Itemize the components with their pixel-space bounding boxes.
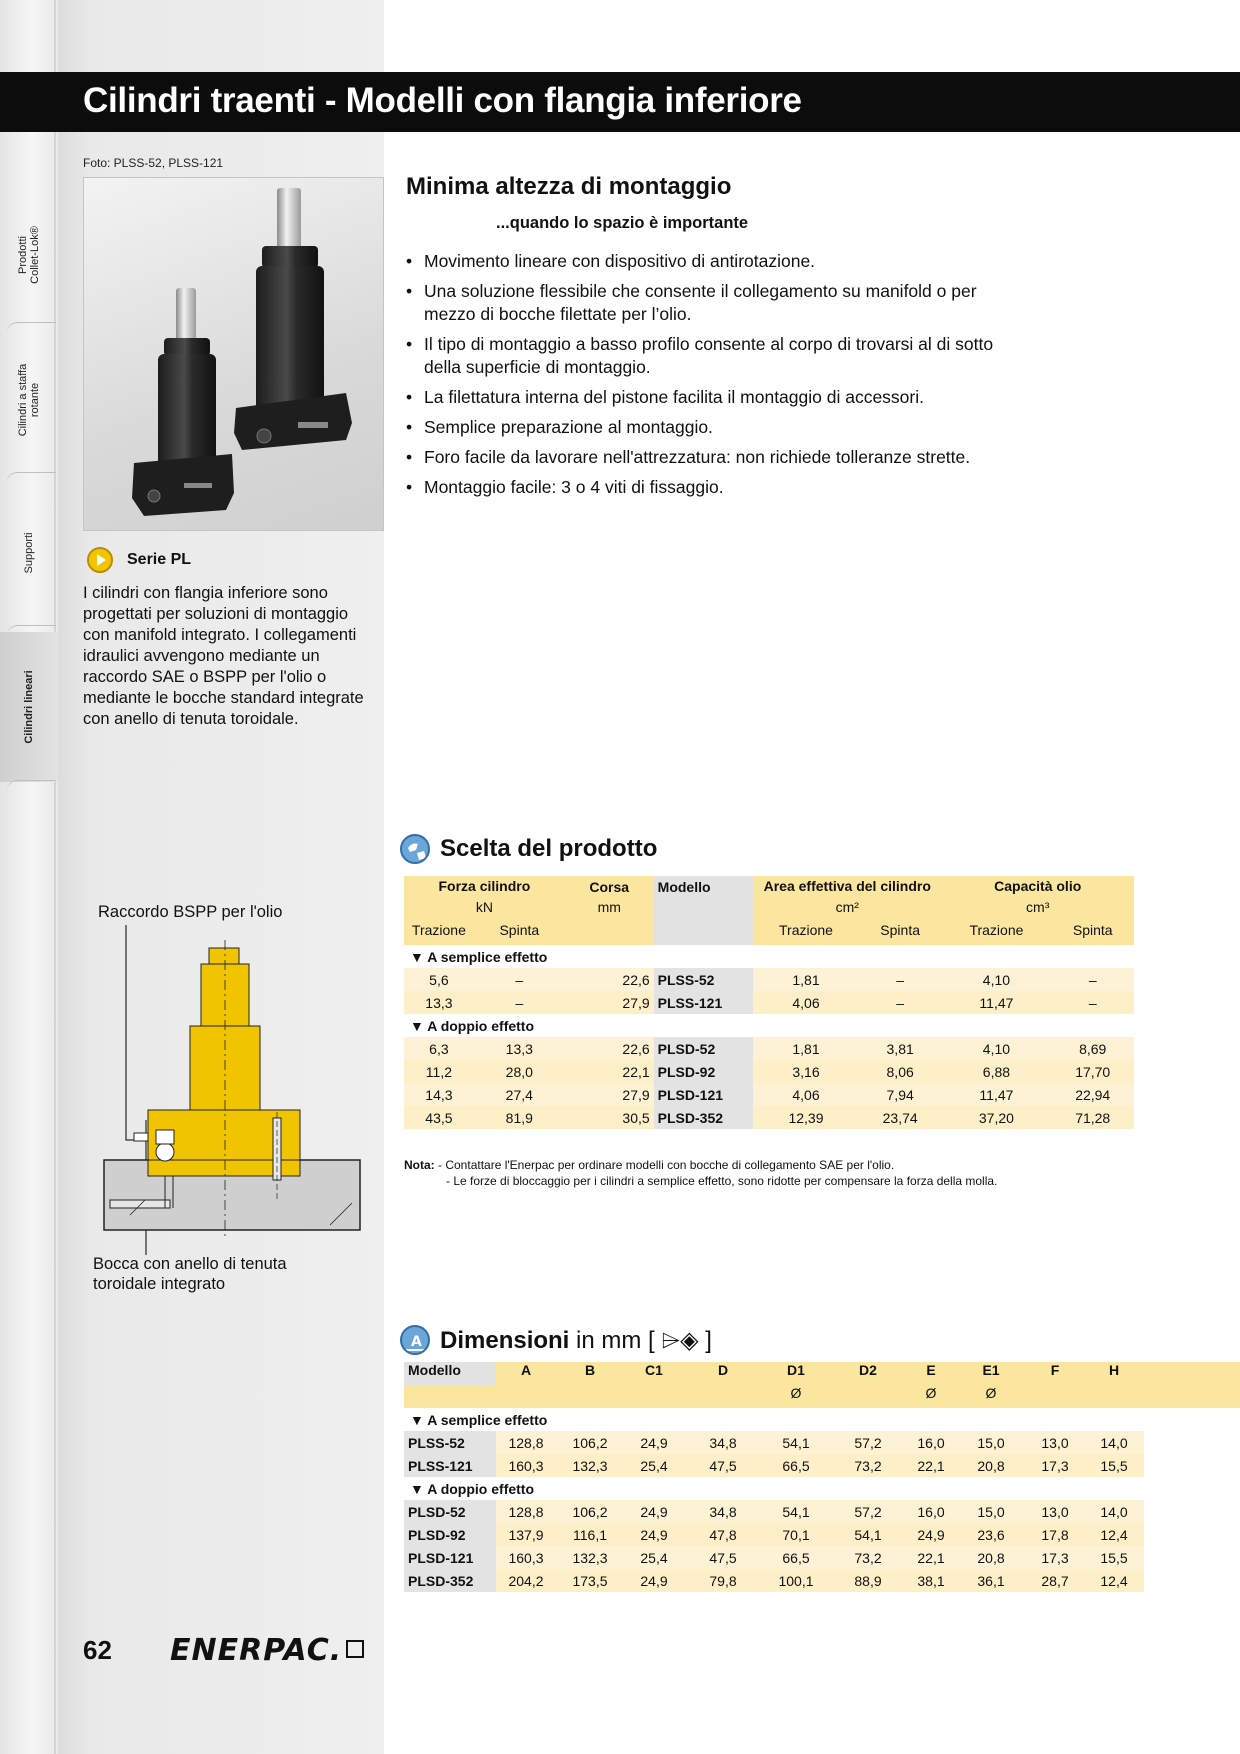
value-cell: 16,0 (906, 1500, 956, 1523)
value-cell: 27,9 (565, 991, 654, 1014)
col-forza: Forza cilindro (404, 876, 565, 899)
dim-col-header: A (496, 1362, 556, 1385)
value-cell: 20,8 (956, 1454, 1026, 1477)
group-row (404, 1477, 1240, 1500)
value-cell: 14,3 (404, 1083, 474, 1106)
value-cell: 22,6 (565, 1037, 654, 1060)
value-cell: 66,5 (762, 1454, 830, 1477)
value-cell: 22,6 (565, 968, 654, 991)
globe-icon (400, 834, 430, 864)
value-cell: 3,16 (753, 1060, 859, 1083)
group-label: ▼ A doppio effetto (404, 1014, 1134, 1037)
value-cell: 11,47 (941, 1083, 1051, 1106)
dim-diameter-cell: Ø (956, 1385, 1026, 1408)
tab-cilindri-staffa[interactable] (0, 330, 58, 470)
model-cell: PLSS-121 (654, 991, 753, 1014)
model-cell: PLSD-352 (654, 1106, 753, 1129)
page-header (0, 72, 1240, 132)
page-number: 62 (83, 1635, 112, 1665)
sub-spinta: Spinta (1051, 922, 1134, 945)
dim-col-header: D1 (762, 1362, 830, 1385)
selection-heading (400, 834, 657, 864)
value-cell: 116,1 (556, 1523, 624, 1546)
dimensions-diameter-row (404, 1385, 1240, 1408)
value-cell: 43,5 (404, 1106, 474, 1129)
value-cell: 57,2 (830, 1431, 906, 1454)
feature-item: • Il tipo di montaggio a basso profilo consente al corpo di trovarsi al di sotto della superficie di montaggio. (406, 333, 1006, 379)
table-row (404, 1546, 1240, 1569)
serie-heading (87, 547, 191, 573)
tab-label: Collet-Lok® (29, 226, 41, 284)
dim-diameter-cell (830, 1385, 906, 1408)
value-cell: 7,94 (859, 1083, 942, 1106)
sub-trazione: Trazione (753, 922, 859, 945)
table-row (404, 1060, 1134, 1083)
value-cell: 28,0 (474, 1060, 565, 1083)
unit-kn: kN (404, 899, 565, 922)
col-modello: Modello (654, 876, 753, 945)
value-cell: 132,3 (556, 1546, 624, 1569)
nota (404, 1157, 997, 1189)
value-cell: 12,4 (1084, 1523, 1144, 1546)
value-cell: 34,8 (684, 1431, 762, 1454)
value-cell: – (859, 991, 942, 1014)
serie-label: Serie PL (127, 551, 192, 568)
value-cell: 22,1 (906, 1546, 956, 1569)
dim-col-header: Modello (404, 1362, 496, 1385)
value-cell: 17,70 (1051, 1060, 1134, 1083)
model-cell: PLSD-92 (654, 1060, 753, 1083)
value-cell: 70,1 (762, 1523, 830, 1546)
model-cell: PLSD-121 (404, 1546, 496, 1569)
value-cell: 36,1 (956, 1569, 1026, 1592)
play-icon (87, 547, 113, 573)
value-cell: 73,2 (830, 1546, 906, 1569)
value-cell: 24,9 (624, 1500, 684, 1523)
nota-line: - Contattare l'Enerpac per ordinare modelli con bocche di collegamento SAE per l'olio. (438, 1158, 895, 1172)
value-cell: 15,0 (956, 1500, 1026, 1523)
group-label: ▼ A doppio effetto (404, 1477, 1144, 1500)
feature-item: • La filettatura interna del pistone facilita il montaggio di accessori. (406, 386, 1006, 409)
logo-mark-icon (346, 1640, 364, 1658)
selection-body (404, 945, 1134, 1129)
value-cell: 13,3 (474, 1037, 565, 1060)
dimensions-unit: in mm [ ⌲◈ ] (569, 1326, 712, 1354)
table-row (404, 1083, 1134, 1106)
value-cell: – (474, 968, 565, 991)
product-photo (83, 177, 384, 531)
dimensions-table (404, 1362, 1240, 1592)
tab-label: Prodotti (17, 236, 29, 274)
value-cell: 12,39 (753, 1106, 859, 1129)
dim-col-header: E (906, 1362, 956, 1385)
intro-title: Minima altezza di montaggio (406, 173, 732, 200)
value-cell: 6,88 (941, 1060, 1051, 1083)
dim-col-header: D2 (830, 1362, 906, 1385)
value-cell: 160,3 (496, 1454, 556, 1477)
value-cell: 54,1 (762, 1431, 830, 1454)
value-cell: 5,6 (404, 968, 474, 991)
value-cell: 106,2 (556, 1431, 624, 1454)
dim-diameter-cell: Ø (762, 1385, 830, 1408)
sub-spinta: Spinta (859, 922, 942, 945)
value-cell: 13,3 (404, 991, 474, 1014)
value-cell: 15,5 (1084, 1546, 1144, 1569)
cross-section-diagram (90, 920, 380, 1260)
dim-diameter-cell (1084, 1385, 1144, 1408)
value-cell: 4,10 (941, 968, 1051, 991)
tab-label: Supporti (23, 532, 35, 573)
intro-subtitle: ...quando lo spazio è importante (496, 214, 749, 232)
value-cell: 1,81 (753, 968, 859, 991)
value-cell: 173,5 (556, 1569, 624, 1592)
dim-col-header: F (1026, 1362, 1084, 1385)
model-cell: PLSD-92 (404, 1523, 496, 1546)
nota-label: Nota: (404, 1158, 435, 1172)
enerpac-logo (170, 1633, 364, 1668)
value-cell: 3,81 (859, 1037, 942, 1060)
table-row (404, 1431, 1240, 1454)
dim-col-filler (1144, 1362, 1240, 1385)
table-row (404, 1106, 1134, 1129)
value-cell: 57,2 (830, 1500, 906, 1523)
value-cell: 54,1 (830, 1523, 906, 1546)
value-cell: 47,8 (684, 1523, 762, 1546)
table-row (404, 1569, 1240, 1592)
value-cell: 13,0 (1026, 1431, 1084, 1454)
sub-trazione: Trazione (941, 922, 1051, 945)
dimensions-title: Dimensioni (440, 1326, 570, 1354)
dimensions-body (404, 1408, 1240, 1592)
col-capacita: Capacità olio (941, 876, 1134, 899)
value-cell: 27,4 (474, 1083, 565, 1106)
unit-mm: mm (565, 899, 654, 922)
value-cell: 23,6 (956, 1523, 1026, 1546)
nota-line: - Le forze di bloccaggio per i cilindri a semplice effetto, sono ridotte per compensare la forza della molla. (446, 1174, 998, 1188)
diagram-label-bspp: Raccordo BSPP per l'olio (98, 903, 283, 921)
value-cell: 13,0 (1026, 1500, 1084, 1523)
tab-label: Cilindri lineari (23, 670, 35, 744)
value-cell: 25,4 (624, 1546, 684, 1569)
model-cell: PLSS-52 (654, 968, 753, 991)
value-cell: 27,9 (565, 1083, 654, 1106)
value-cell: 16,0 (906, 1431, 956, 1454)
value-cell: 15,5 (1084, 1454, 1144, 1477)
dim-diameter-cell (496, 1385, 556, 1408)
page-title: Cilindri traenti - Modelli con flangia inferiore (83, 81, 802, 120)
value-cell: 128,8 (496, 1500, 556, 1523)
selection-table (404, 876, 1134, 1129)
tab-label: rotante (29, 382, 41, 418)
photo-caption: Foto: PLSS-52, PLSS-121 (83, 156, 224, 170)
sub-spinta: Spinta (474, 922, 565, 945)
value-cell: 37,20 (941, 1106, 1051, 1129)
svg-text:A: A (411, 1334, 422, 1350)
value-cell: 24,9 (906, 1523, 956, 1546)
dim-diameter-cell (684, 1385, 762, 1408)
dim-diameter-cell (624, 1385, 684, 1408)
value-cell: 38,1 (906, 1569, 956, 1592)
dim-col-header: B (556, 1362, 624, 1385)
dim-col-header: H (1084, 1362, 1144, 1385)
table-row (404, 1500, 1240, 1523)
value-cell: 15,0 (956, 1431, 1026, 1454)
value-cell: 14,0 (1084, 1500, 1144, 1523)
dim-col-header: C1 (624, 1362, 684, 1385)
serie-description: I cilindri con flangia inferiore sono progettati per soluzioni di montaggio con manifold integrato. I collegamenti idraulici avvengono mediante un raccordo SAE o BSPP per l'olio o mediante le bocche standard integrate con anello di tenuta toroidale. (83, 584, 364, 728)
value-cell: 128,8 (496, 1431, 556, 1454)
value-cell: 23,74 (859, 1106, 942, 1129)
tab-cilindri-lineari[interactable] (0, 632, 58, 782)
tab-collet-lok[interactable] (0, 190, 58, 320)
model-cell: PLSS-52 (404, 1431, 496, 1454)
value-cell: 4,06 (753, 1083, 859, 1106)
table-row (404, 991, 1134, 1014)
value-cell: 17,3 (1026, 1546, 1084, 1569)
dim-diameter-cell: Ø (906, 1385, 956, 1408)
dimensions-heading (400, 1325, 712, 1355)
tab-label: Cilindri a staffa (17, 363, 29, 437)
value-cell: 8,06 (859, 1060, 942, 1083)
value-cell: 11,2 (404, 1060, 474, 1083)
value-cell: 88,9 (830, 1569, 906, 1592)
value-cell: 25,4 (624, 1454, 684, 1477)
group-label: ▼ A semplice effetto (404, 945, 1134, 968)
value-cell: 17,8 (1026, 1523, 1084, 1546)
sub-trazione: Trazione (404, 922, 474, 945)
value-cell: 81,9 (474, 1106, 565, 1129)
value-cell: 14,0 (1084, 1431, 1144, 1454)
value-cell: 24,9 (624, 1523, 684, 1546)
dimensions-header-row (404, 1362, 1240, 1385)
value-cell: – (474, 991, 565, 1014)
value-cell: 22,94 (1051, 1083, 1134, 1106)
table-row (404, 1454, 1240, 1477)
value-cell: 22,1 (906, 1454, 956, 1477)
value-cell: 4,06 (753, 991, 859, 1014)
value-cell: 12,4 (1084, 1569, 1144, 1592)
value-cell: 47,5 (684, 1546, 762, 1569)
value-cell: 160,3 (496, 1546, 556, 1569)
value-cell: 54,1 (762, 1500, 830, 1523)
value-cell: 24,9 (624, 1431, 684, 1454)
group-row (404, 1408, 1240, 1431)
value-cell: 106,2 (556, 1500, 624, 1523)
value-cell: 30,5 (565, 1106, 654, 1129)
dim-col-header: E1 (956, 1362, 1026, 1385)
value-cell: 100,1 (762, 1569, 830, 1592)
value-cell: 71,28 (1051, 1106, 1134, 1129)
feature-item: • Montaggio facile: 3 o 4 viti di fissaggio. (406, 476, 1006, 499)
logo-text: ENERPAC. (170, 1633, 343, 1668)
feature-item: • Una soluzione flessibile che consente il collegamento su manifold o per mezzo di bocche filettate per l’olio. (406, 280, 1006, 326)
cylinder-illustration (84, 178, 384, 531)
table-row (404, 1037, 1134, 1060)
feature-item: • Semplice preparazione al montaggio. (406, 416, 1006, 439)
col-corsa: Corsa (565, 876, 654, 899)
dimension-icon (400, 1325, 430, 1355)
unit-cm3: cm³ (941, 899, 1134, 922)
value-cell: 4,10 (941, 1037, 1051, 1060)
diagram-label-port: Bocca con anello di tenuta toroidale integrato (93, 1255, 287, 1293)
value-cell: 1,81 (753, 1037, 859, 1060)
value-cell: 132,3 (556, 1454, 624, 1477)
value-cell: – (1051, 968, 1134, 991)
dim-diameter-cell (404, 1385, 496, 1408)
model-cell: PLSD-52 (654, 1037, 753, 1060)
value-cell: 22,1 (565, 1060, 654, 1083)
model-cell: PLSD-121 (654, 1083, 753, 1106)
tab-divider (6, 780, 56, 794)
group-row (404, 945, 1134, 968)
value-cell: 66,5 (762, 1546, 830, 1569)
value-cell: 204,2 (496, 1569, 556, 1592)
dim-diameter-cell (1026, 1385, 1084, 1408)
feature-item: • Movimento lineare con dispositivo di antirotazione. (406, 250, 1006, 273)
value-cell: 73,2 (830, 1454, 906, 1477)
model-cell: PLSD-352 (404, 1569, 496, 1592)
value-cell: 6,3 (404, 1037, 474, 1060)
feature-list (406, 250, 1006, 506)
value-cell: 79,8 (684, 1569, 762, 1592)
model-cell: PLSS-121 (404, 1454, 496, 1477)
selection-title: Scelta del prodotto (440, 835, 658, 862)
group-label: ▼ A semplice effetto (404, 1408, 1144, 1431)
value-cell: 137,9 (496, 1523, 556, 1546)
value-cell: 11,47 (941, 991, 1051, 1014)
unit-cm2: cm² (753, 899, 941, 922)
value-cell: 17,3 (1026, 1454, 1084, 1477)
table-row (404, 968, 1134, 991)
table-row (404, 1523, 1240, 1546)
value-cell: 8,69 (1051, 1037, 1134, 1060)
cross-section-drawing (90, 920, 380, 1260)
dim-diameter-cell (556, 1385, 624, 1408)
feature-item: • Foro facile da lavorare nell'attrezzatura: non richiede tolleranze strette. (406, 446, 1006, 469)
dim-col-filler (1144, 1385, 1240, 1408)
group-row (404, 1014, 1134, 1037)
col-area: Area effettiva del cilindro (753, 876, 941, 899)
value-cell: – (859, 968, 942, 991)
model-cell: PLSD-52 (404, 1500, 496, 1523)
value-cell: 20,8 (956, 1546, 1026, 1569)
value-cell: 24,9 (624, 1569, 684, 1592)
dim-col-header: D (684, 1362, 762, 1385)
value-cell: 28,7 (1026, 1569, 1084, 1592)
tab-supporti[interactable] (0, 480, 58, 625)
value-cell: 34,8 (684, 1500, 762, 1523)
value-cell: – (1051, 991, 1134, 1014)
value-cell: 47,5 (684, 1454, 762, 1477)
